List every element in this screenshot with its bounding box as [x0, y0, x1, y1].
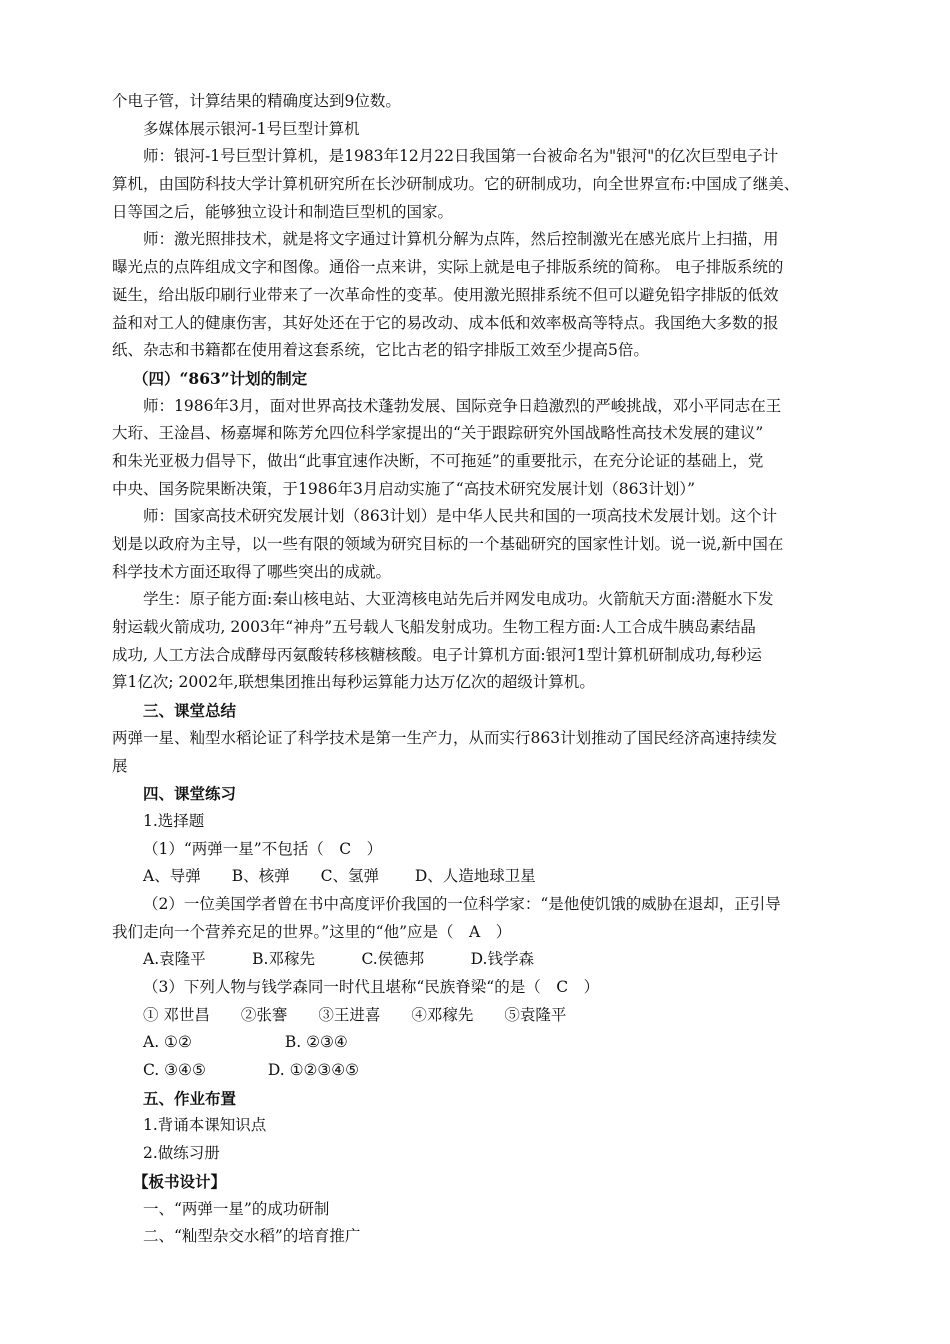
paragraph-line: 大珩、王淦昌、杨嘉墀和陈芳允四位科学家提出的“关于跟踪研究外国战略性高技术发展的建议”: [112, 424, 764, 443]
paragraph-line: 纸、杂志和书籍都在使用着这套系统，它比古老的铅字排版工效至少提高5倍。: [112, 341, 649, 360]
paragraph-line: 算机，由国防科技大学计算机研究所在长沙研制成功。它的研制成功，向全世界宣布:中国成了继美、: [112, 175, 800, 194]
text-line: 多媒体展示银河-1号巨型计算机: [143, 119, 360, 138]
list-item: 一、“两弹一星”的成功研制: [143, 1199, 330, 1218]
paragraph-line: 曝光点的点阵组成文字和图像。通俗一点来讲，实际上就是电子排版系统的简称。 电子排版系统的: [112, 258, 784, 277]
question-options: A.袁隆平 B.邓稼先 C.侯德邦 D.钱学森: [143, 950, 534, 969]
list-item: 二、“籼型杂交水稻”的培育推广: [143, 1227, 361, 1246]
paragraph-line: 学生：原子能方面:秦山核电站、大亚湾核电站先后并网发电成功。火箭航天方面:潜艇水下发: [143, 590, 774, 609]
paragraph-line: 师：国家高技术研究发展计划（863计划）是中华人民共和国的一项高技术发展计划。这个计: [143, 507, 778, 526]
paragraph-line: 展: [112, 756, 128, 775]
paragraph-line: 科学技术方面还取得了哪些突出的成就。: [112, 562, 392, 581]
question-stem: （3）下列人物与钱学森同一时代且堪称“民族脊梁“的是（ C ）: [143, 978, 600, 996]
paragraph-line: 中央、国务院果断决策，于1986年3月启动实施了“高技术研究发展计划（863计划）”: [112, 479, 695, 498]
paragraph-line: 诞生，给出版印刷行业带来了一次革命性的变革。使用激光照排系统不但可以避免铅字排版的低效: [112, 285, 779, 304]
paragraph-line: 和朱光亚极力倡导下，做出“此事宜速作决断，不可拖延”的重要批示，在充分论证的基础上，党: [112, 451, 764, 470]
document-page: [112, 88, 852, 1251]
text-line: 个电子管，计算结果的精确度达到9位数。: [112, 92, 401, 110]
section-heading: 五、作业布置: [143, 1088, 237, 1108]
paragraph-line: 师：银河-1号巨型计算机，是1983年12月22日我国第一台被命名为"银河"的亿次巨型电子计: [143, 147, 779, 166]
paragraph-line: 射运载火箭成功, 2003年“神舟”五号载人飞船发射成功。生物工程方面:人工合成牛胰岛素结晶: [112, 618, 756, 637]
section-heading: 【板书设计】: [133, 1171, 227, 1191]
list-item: 2.做练习册: [143, 1144, 220, 1163]
paragraph-line: 师：1986年3月，面对世界高技术蓬勃发展、国际竞争日趋激烈的严峻挑战，邓小平同志在王: [143, 396, 782, 415]
section-heading: 三、课堂总结: [143, 701, 237, 721]
question-options: A、导弹 B、核弹 C、氢弹 D、人造地球卫星: [143, 867, 536, 886]
question-items: ① 邓世昌 ②张謇 ③王进喜 ④邓稼先 ⑤袁隆平: [143, 1005, 567, 1024]
paragraph-line: 益和对工人的健康伤害，其好处还在于它的易改动、成本低和效率极高等特点。我国绝大多数的报: [112, 313, 779, 332]
question-type: 1.选择题: [143, 811, 205, 830]
question-stem: （2）一位美国学者曾在书中高度评价我国的一位科学家：“是他使饥饿的威胁在退却，正引导: [143, 894, 781, 913]
paragraph-line: 划是以政府为主导，以一些有限的领域为研究目标的一个基础研究的国家性计划。说一说,新中国在: [112, 535, 784, 553]
question-options: C. ③④⑤ D. ①②③④⑤: [143, 1061, 360, 1080]
paragraph-line: 师：激光照排技术，就是将文字通过计算机分解为点阵，然后控制激光在感光底片上扫描，用: [143, 230, 779, 249]
section-heading: （四）“863”计划的制定: [133, 368, 308, 388]
paragraph-line: 算1亿次; 2002年,联想集团推出每秒运算能力达万亿次的超级计算机。: [112, 673, 595, 692]
paragraph-line: 两弹一星、籼型水稻论证了科学技术是第一生产力，从而实行863计划推动了国民经济高速持续发: [112, 728, 778, 747]
paragraph-line: 成功, 人工方法合成酵母丙氨酸转移核糖核酸。电子计算机方面:银河1型计算机研制成功,每秒运: [112, 645, 762, 664]
question-stem: （1）“两弹一星”不包括（ C ）: [143, 839, 383, 858]
list-item: 1.背诵本课知识点: [143, 1116, 267, 1135]
question-options: A. ①② B. ②③④: [143, 1033, 348, 1052]
question-stem: 我们走向一个营养充足的世界。”这里的“他”应是（ A ）: [112, 922, 512, 941]
section-heading: 四、课堂练习: [143, 784, 237, 804]
paragraph-line: 日等国之后，能够独立设计和制造巨型机的国家。: [112, 202, 454, 221]
